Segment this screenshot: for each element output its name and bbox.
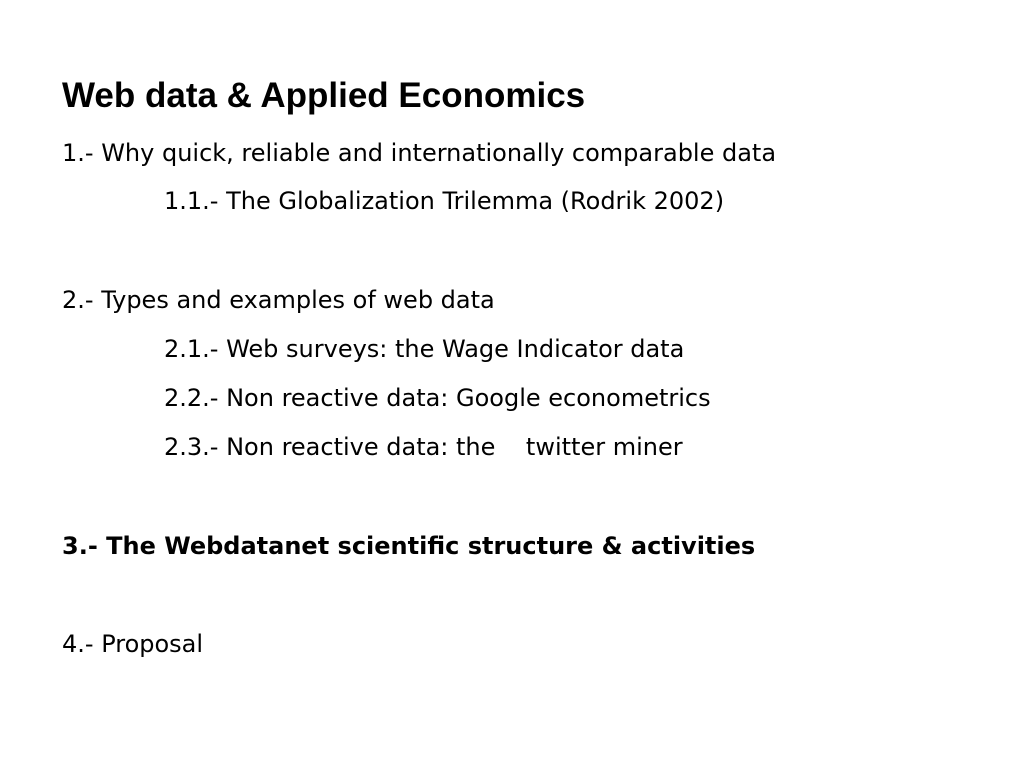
outline-item-3: 3.- The Webdatanet scientific structure & activities <box>62 532 756 560</box>
slide-title: Web data & Applied Economics <box>62 76 586 115</box>
outline-item-2: 2.- Types and examples of web data <box>62 286 495 314</box>
outline-item-2-2: 2.2.- Non reactive data: Google econometrics <box>164 384 711 412</box>
outline-item-4: 4.- Proposal <box>62 630 204 658</box>
outline-item-2-3: 2.3.- Non reactive data: the twitter miner <box>164 433 683 461</box>
outline-item-1-1: 1.1.- The Globalization Trilemma (Rodrik 2002) <box>164 187 725 215</box>
outline-item-2-1: 2.1.- Web surveys: the Wage Indicator data <box>164 335 685 363</box>
outline-item-1: 1.- Why quick, reliable and internationally comparable data <box>62 139 777 167</box>
